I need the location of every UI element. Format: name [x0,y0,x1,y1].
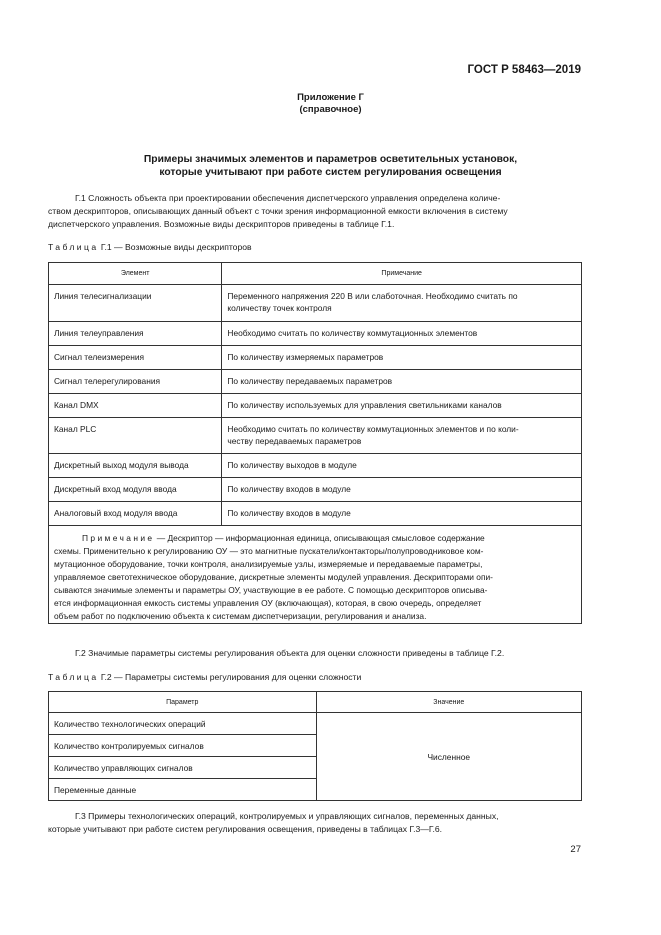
note-line: мутационное оборудование, точки контроля, анализируемые узлы, измеряемые и передаваемые параметры, [54,559,483,569]
note-line: Переменного напряжения 220 В или слаботочная. Необходимо считать по [227,291,518,301]
paragraph-g2 [48,647,582,660]
note-line: управляемое светотехническое оборудование, дискретные элементы модулей управления. Дескрипторами опи- [54,572,493,582]
table1-cell-element: Дискретный вход модуля ввода [49,478,222,502]
table1-cell-note [222,370,582,394]
table1-cell-note [222,454,582,478]
table1-header-element: Элемент [49,263,222,285]
table1-cell-element: Канал PLC [49,418,222,454]
note-line [54,532,576,545]
note-text: — Дескриптор — информационная единица, описывающая смысловое содержание [154,533,485,543]
table1-cell-note [222,394,582,418]
section-title-line-2: которые учитывают при работе систем регулирования освещения [159,167,502,178]
table2-cell-parameter: Количество технологических операций [49,713,317,735]
table2-caption-text: Г.2 — Параметры системы регулирования для оценки сложности [100,672,362,682]
table2-caption-label: Таблица [48,672,99,682]
paragraph-line: Г.3 Примеры технологических операций, контролируемых и управляющих сигналов, переменных данных, [75,811,499,821]
table1-cell-note [222,418,582,454]
note-line: Необходимо считать по количеству коммутационных элементов и по коли- [227,424,519,434]
table1-cell-note [222,346,582,370]
table-row [49,285,582,322]
table1-cell-element: Канал DMX [49,394,222,418]
page-number: 27 [570,844,581,855]
note-line: честву передаваемых параметров [227,435,362,446]
note-line: По количеству входов в модуле [227,484,351,494]
note-line: По количеству входов в модуле [227,508,351,518]
table1-cell-note [222,322,582,346]
parameters-table [48,691,582,801]
table1-cell-element: Сигнал телерегулирования [49,370,222,394]
table-row [49,713,582,735]
paragraph-line: Г.2 Значимые параметры системы регулирования объекта для оценки сложности приведены в таблице Г.2. [75,648,505,658]
table-row [49,346,582,370]
table-row [49,394,582,418]
paragraph-line: Г.1 Сложность объекта при проектировании обеспечения диспетчерского управления определена количе- [75,193,501,203]
table1-caption-label: Таблица [48,242,99,252]
table2-cell-parameter: Количество управляющих сигналов [49,757,317,779]
table1-cell-note [222,502,582,526]
table1-header-note: Примечание [222,263,582,285]
note-line: объем работ по подключению объекта к системам диспетчеризации, регулирования и анализа. [54,611,427,621]
note-line: По количеству выходов в модуле [227,460,357,470]
descriptors-table [48,262,582,624]
paragraph-g1 [48,192,582,231]
table2-header-parameter: Параметр [49,692,317,713]
table1-cell-element: Дискретный выход модуля вывода [49,454,222,478]
table1-note [49,526,582,624]
table2-cell-parameter: Переменные данные [49,779,317,801]
section-title-line-1: Примеры значимых элементов и параметров осветительных установок, [143,154,518,165]
table1-cell-note [222,285,582,322]
note-line: схемы. Применительно к регулированию ОУ — это магнитные пускатели/контакторы/полупроводниковое ком- [54,546,484,556]
table1-caption-text: Г.1 — Возможные виды дескрипторов [100,242,252,252]
table1-cell-element: Линия телеуправления [49,322,222,346]
table1-cell-element: Линия телесигнализации [49,285,222,322]
table-row [49,418,582,454]
table2-cell-parameter: Количество контролируемых сигналов [49,735,317,757]
table1-caption [48,242,252,253]
appendix-title: Приложение Г [297,92,364,103]
paragraph-line: которые учитывают при работе систем регулирования освещения, приведены в таблицах Г.3—Г.6. [48,824,443,834]
table1-cell-element: Сигнал телеизмерения [49,346,222,370]
appendix-kind: (справочное) [299,104,362,115]
table-row [49,502,582,526]
table-row [49,454,582,478]
standard-number: ГОСТ Р 58463—2019 [467,64,581,76]
note-label: Примечание [82,533,155,543]
note-line: количеству точек контроля [227,302,332,313]
table-row [49,370,582,394]
note-line: Необходимо считать по количеству коммутационных элементов [227,328,478,338]
table2-caption [48,672,361,683]
note-line: По количеству передаваемых параметров [227,376,393,386]
note-line: сываются значимые элементы и параметры ОУ, участвующие в ее работе. С помощью дескрипторов описыва- [54,585,488,595]
note-line: По количеству используемых для управления светильниками каналов [227,400,502,410]
paragraph-g3 [48,810,582,836]
note-line: По количеству измеряемых параметров [227,352,384,362]
table2-cell-value: Численное [316,713,581,801]
paragraph-line: диспетчерского управления. Возможные виды дескрипторов приведены в таблице Г.1. [48,219,395,229]
table-row [49,322,582,346]
paragraph-line: ством дескрипторов, описывающих данный объект с точки зрения информационной емкости включения в систему [48,206,508,216]
table1-cell-note [222,478,582,502]
note-line: ется информационная емкость системы управления ОУ (включающая), которая, в свою очередь, определяет [54,598,482,608]
table2-header-value: Значение [316,692,581,713]
table-row [49,478,582,502]
table1-note-row [49,526,582,624]
table1-cell-element: Аналоговый вход модуля ввода [49,502,222,526]
